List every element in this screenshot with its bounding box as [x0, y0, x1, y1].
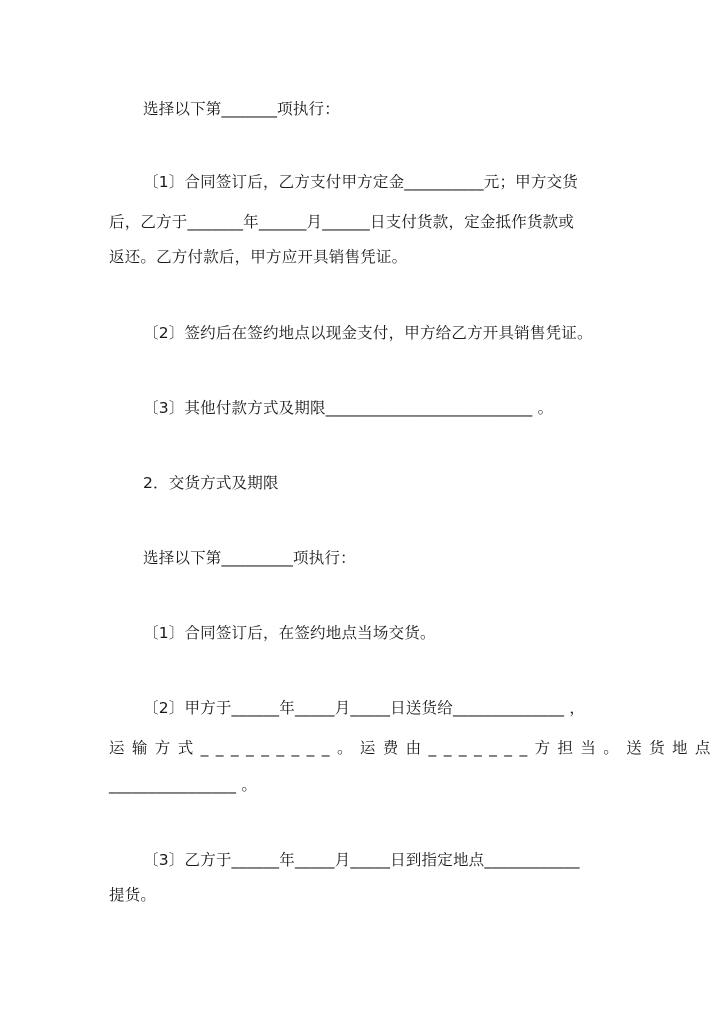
delivery-option-3-line-1: 〔3〕乙方于______年_____月_____日到指定地点____________	[143, 851, 580, 869]
delivery-option-2-line-2: 运输方式_________。运费由_______方担当。送货地点	[109, 739, 718, 757]
payment-option-2: 〔2〕签约后在签约地点以现金支付，甲方给乙方开具销售凭证。	[143, 324, 593, 342]
delivery-option-2-line-3: ________________ 。	[109, 776, 258, 794]
section-2-heading: 2．交货方式及期限	[143, 474, 279, 492]
delivery-option-1: 〔1〕合同签订后，在签约地点当场交货。	[143, 624, 436, 642]
payment-option-1-line-1: 〔1〕合同签订后，乙方支付甲方定金__________元；甲方交货	[143, 173, 578, 191]
payment-select-line: 选择以下第_______项执行：	[143, 100, 340, 118]
payment-option-1-line-2: 后，乙方于_______年______月______日支付货款，定金抵作货款或	[109, 213, 575, 231]
delivery-select-line: 选择以下第_________项执行：	[143, 549, 356, 567]
delivery-option-2-line-1: 〔2〕甲方于______年_____月_____日送货给______________ ，	[143, 699, 586, 717]
payment-option-3: 〔3〕其他付款方式及期限__________________________ 。	[143, 399, 554, 417]
payment-option-1-line-3: 返还。乙方付款后，甲方应开具销售凭证。	[109, 248, 408, 266]
delivery-option-3-line-2: 提货。	[109, 886, 157, 904]
